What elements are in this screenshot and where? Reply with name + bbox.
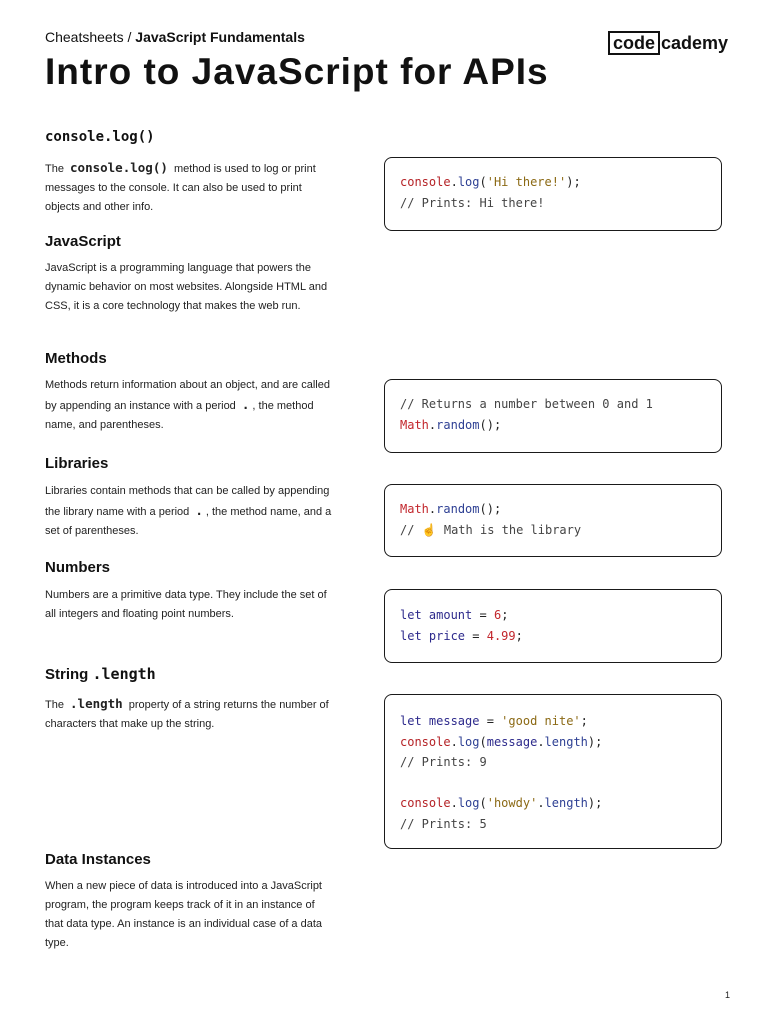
section-desc-console-log — [45, 158, 335, 217]
code-token: amount — [421, 608, 473, 622]
code-token: 'howdy' — [486, 796, 538, 810]
section-title-data-instances: Data Instances — [45, 851, 151, 868]
code-line — [400, 732, 721, 753]
code-token: price — [421, 628, 466, 643]
section-desc-string-length — [45, 694, 335, 734]
desc-text: Libraries contain methods that can be called by appending the library name with a period — [45, 485, 330, 518]
code-token: = — [472, 608, 494, 622]
code-blank-line — [400, 773, 721, 794]
page-title: Intro to JavaScript for APIs — [45, 51, 549, 92]
inline-code: .length — [70, 696, 123, 711]
code-token: ( — [479, 175, 487, 189]
code-token: ( — [479, 734, 487, 749]
code-token: random — [436, 417, 480, 432]
code-block-numbers — [384, 589, 722, 663]
inline-code: console.log() — [70, 160, 168, 175]
code-token: ); — [587, 796, 603, 810]
code-line — [400, 711, 721, 732]
section-desc-data-instances: When a new piece of data is introduced into a JavaScript program, the program keeps track of it in an instance of that data type. An instance is an individual case of a data type. — [45, 880, 323, 949]
title-text: String — [45, 666, 93, 683]
code-token: let — [400, 714, 422, 728]
section-title-libraries: Libraries — [45, 455, 109, 472]
code-token: length — [544, 796, 588, 810]
section-title-console-log: console.log() — [45, 129, 155, 145]
section-title-string-length — [45, 665, 156, 683]
section-desc-libraries — [45, 482, 335, 541]
section-title-methods: Methods — [45, 350, 107, 367]
code-comment: // Prints: 5 — [400, 816, 487, 831]
code-token: Math — [400, 502, 429, 516]
code-token: (); — [479, 502, 502, 516]
codecademy-logo[interactable] — [608, 31, 728, 55]
section-title-numbers: Numbers — [45, 559, 111, 576]
code-token: 6 — [493, 608, 502, 622]
desc-text: Methods return information about an object, and are called by appending an instance with a period — [45, 379, 330, 412]
section-title-javascript: JavaScript — [45, 233, 121, 250]
section-desc-numbers: Numbers are a primitive data type. They include the set of all integers and floating point numbers. — [45, 589, 327, 620]
code-token: Math — [400, 417, 429, 432]
code-token: let — [400, 608, 422, 622]
code-token: = — [465, 628, 487, 643]
desc-text: , the method name, and parentheses. — [45, 400, 314, 431]
code-token: . — [450, 796, 458, 810]
code-line — [400, 626, 721, 647]
code-comment: // ☝️ Math is the library — [400, 522, 582, 537]
code-line — [400, 605, 721, 626]
code-line — [400, 793, 721, 814]
code-token: 'Hi there!' — [486, 175, 567, 189]
code-comment: // Prints: Hi there! — [400, 195, 545, 210]
logo-boxed-text: code — [608, 31, 660, 55]
code-comment: // Returns a number between 0 and 1 — [400, 397, 653, 411]
code-token: console — [400, 796, 451, 810]
breadcrumb-parent-link[interactable]: Cheatsheets — [45, 29, 124, 45]
code-block-string-length — [384, 694, 722, 849]
code-token: 'good nite' — [501, 714, 581, 728]
code-token: ); — [587, 734, 603, 749]
code-line — [400, 172, 721, 193]
code-token: console — [400, 734, 451, 749]
section-desc-methods — [45, 376, 335, 435]
code-token: ; — [580, 714, 588, 728]
code-block-methods — [384, 379, 722, 453]
breadcrumb-separator: / — [123, 29, 136, 45]
code-token: . — [428, 417, 437, 432]
code-token: message — [421, 714, 480, 728]
inline-code: . — [241, 397, 250, 412]
code-block-libraries — [384, 484, 722, 557]
code-token: ); — [566, 175, 581, 189]
code-token: console — [400, 175, 451, 189]
logo-text: cademy — [661, 33, 729, 53]
code-token: log — [457, 734, 480, 749]
code-token: let — [400, 628, 422, 643]
code-token: ; — [515, 628, 523, 643]
code-comment: // Prints: 9 — [400, 755, 487, 769]
code-token: . — [537, 734, 545, 749]
code-token: random — [436, 502, 480, 516]
code-line — [400, 499, 721, 520]
desc-text: The — [45, 699, 64, 711]
title-code: .length — [92, 665, 156, 683]
breadcrumb — [45, 29, 305, 45]
inline-code: . — [195, 503, 203, 518]
code-token: message — [486, 734, 538, 749]
code-token: 4.99 — [486, 628, 516, 643]
section-desc-javascript: JavaScript is a programming language that powers the dynamic behavior on most websites. Alongside HTML and CSS, it is a core technology that makes the web run. — [45, 262, 328, 312]
desc-text: property of a string returns the number of characters that make up the string. — [45, 699, 329, 730]
page-number: 1 — [725, 990, 731, 1000]
code-token: ; — [501, 608, 509, 622]
code-token: . — [428, 502, 437, 516]
code-line — [400, 415, 721, 436]
code-block-console-log — [384, 157, 722, 231]
desc-text: method is used to log or print messages to the console. It can also be used to print objects and other info. — [45, 163, 316, 213]
code-token: log — [457, 796, 480, 810]
code-token: . — [537, 796, 545, 810]
code-token: length — [544, 734, 588, 749]
code-token: ( — [479, 796, 487, 810]
code-token: . — [450, 734, 458, 749]
code-token: . — [450, 175, 458, 189]
breadcrumb-current[interactable]: JavaScript Fundamentals — [135, 29, 305, 45]
code-token: (); — [479, 417, 502, 432]
code-token: = — [479, 714, 502, 728]
desc-text: , the method name, and a set of parentheses. — [45, 506, 332, 537]
code-token: log — [457, 175, 480, 189]
desc-text: The — [45, 163, 64, 175]
